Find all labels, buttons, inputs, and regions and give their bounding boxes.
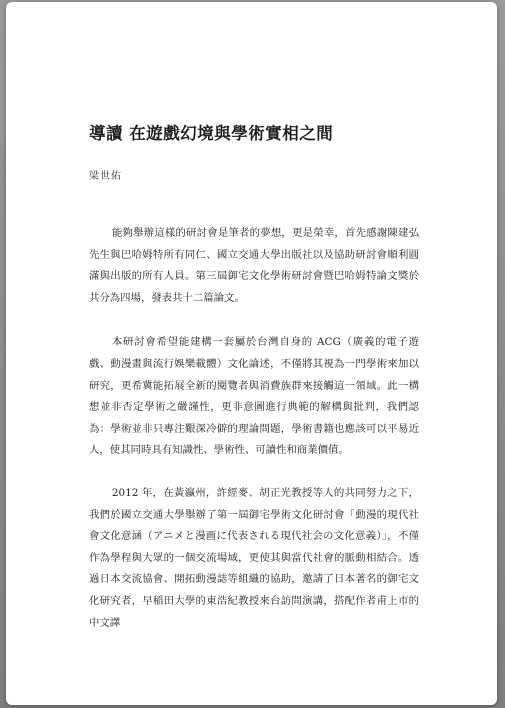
paragraph-2: 本研討會希望能建構一套屬於台灣自身的 ACG（廣義的電子遊戲、動漫畫與流行娛樂載體）文化論述，不僅將其視為一門學術來加以研究，更希冀能拓展全新的閱覽者與消費族群來接觸這一領域。此一構想並非否定學術之嚴謹性，更非意圖進行典範的解構與批判，我們認為：學術並非只專注艱深冷僻的理論問題，學術書籍也應該可以平易近人，使其同時具有知識性、學術性、可讀性和商業價值。 (89, 336, 419, 457)
page-content (89, 120, 419, 634)
author-name: 梁世佑 (89, 171, 122, 182)
paragraph-1: 能夠舉辦這樣的研討會是筆者的夢想，更是榮幸，首先感謝陳建弘先生與巴哈姆特所有同仁、國立交通大學出版社以及協助研討會順利圓滿與出版的所有人員。第三屆御宅文化學術研討會暨巴哈姆特論文獎於共分為四場，發表共十二篇論文。 (89, 227, 419, 304)
chapter-title: 導讀 在遊戲幻境與學術實相之間 (89, 124, 334, 143)
document-page (6, 2, 497, 705)
paragraph-3: 2012 年，在黃瀛州，許經麥、胡正光教授等人的共同努力之下，我們於國立交通大學舉辦了第一屆御宅學術文化研討會「動漫的現代社會文化意涵（アニメと漫画に代表される現代社会の文化意義）」，不僅作為學程與大眾的一個交流場域，更使其與當代社會的脈動相結合。透過日本交流協會、開拓動漫誌等組織的協助，邀請了日本著名的御宅文化研究者，早稲田大學的東浩紀教授來台訪問演講，搭配作者甫上市的中文譯 (89, 486, 419, 629)
